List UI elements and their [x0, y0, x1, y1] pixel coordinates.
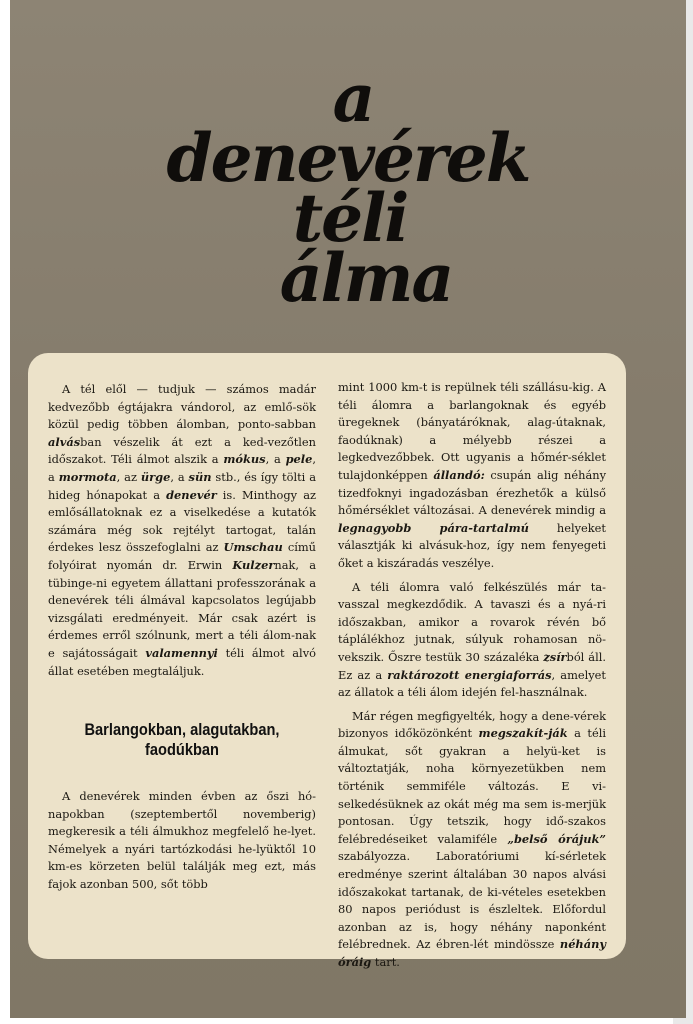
- emphasis-text: „belső órájuk”: [507, 831, 606, 846]
- body-text: tart.: [371, 955, 400, 969]
- emphasis-text: denevér: [166, 487, 217, 502]
- body-text: is. Minthogy az emlősállatoknak ez a viselkedése a kutatók számára még sok rejtélyt tartogat, talán érdekes lesz összefoglalni az: [48, 487, 316, 555]
- body-text: nak, a tübinge-ni egyetem állattani professzorának a denevérek téli álmával kapcsolatos legújabb vizsgálati eredményeit. Már csak azért is érdemes erről szólnunk, mert a téli álom-nak e sajátosságait: [48, 557, 316, 660]
- body-text: A denevérek minden évben az őszi hó-napokban (szeptembertől novemberig) megkeresik a téli álmukhoz megfelelő he-lyet. Némelyek a nyári tartózkodási he-lyüktől 10 km-es körzeten belül találják meg ezt, más fajok azonban 500, sőt több: [48, 789, 316, 892]
- emphasis-text: alvás: [48, 434, 81, 449]
- body-text: A tél elől — tudjuk — számos madár kedvezőbb égtájakra vándorol, az emlő-sök közül pedig többen álomban, ponto-sabban: [48, 382, 316, 432]
- title-line-2: denevérek: [166, 119, 530, 197]
- emphasis-text: zsír: [543, 649, 567, 664]
- right-paragraph-2: [338, 579, 606, 702]
- magazine-page: [10, 0, 686, 1018]
- emphasis-text: néhány óráig: [338, 937, 606, 969]
- body-text: , a: [170, 469, 189, 484]
- body-text: , a: [48, 452, 316, 484]
- emphasis-text: Umschau: [223, 540, 283, 555]
- emphasis-text: állandó:: [433, 467, 485, 482]
- body-text: című folyóirat nyomán dr. Erwin: [48, 540, 316, 572]
- emphasis-text: pele: [285, 452, 313, 467]
- emphasis-text: ürge: [140, 469, 171, 484]
- emphasis-text: mormota: [58, 469, 117, 484]
- title-line-1: a: [332, 59, 374, 137]
- body-text: mint 1000 km-t is repülnek téli szállásu-kig. A téli álomra a barlangoknak és egyéb üregeknek (bányatáróknak, alag-útaknak, faodúknak) a mélyebb részei a legkedvezőbbek. Ott ugyanis a hőmér-séklet tulajdonképpen: [338, 380, 606, 482]
- article-panel: [28, 353, 626, 969]
- emphasis-text: sün: [188, 469, 212, 484]
- right-paragraph-1: [338, 379, 606, 573]
- title-line-4: álma: [279, 239, 453, 317]
- body-text: stb., és így tölti a hideg hónapokat a: [48, 469, 316, 502]
- body-text: , a: [265, 452, 286, 467]
- intro-paragraph: [48, 381, 316, 680]
- body-text: , az: [116, 469, 141, 484]
- column-right: [338, 379, 606, 972]
- emphasis-text: valamennyi: [145, 645, 218, 660]
- emphasis-text: mókus: [223, 452, 266, 467]
- body-text: a téli álmukat, sőt gyakran a helyü-ket is változtatják, noha környezetükben nem történik semmiféle változás. E vi-selkedésüknek az okát még ma sem is-merjük pontosan. Úgy tetszik, hogy idő-szakos felébredéseiket valamiféle: [338, 726, 606, 846]
- section-subheading: Barlangokban, alagutakban, faodúkban: [84, 720, 280, 760]
- body-text: szabályozza. Laboratóriumi kí-sérletek eredménye szerint általában 30 napos alvási időszakokat tartanak, de ki-vételes esetekben 80 napos periódust is észleltek. Előfordul azonban az is, hogy néhány naponként felébrednek. Az ébren-lét mindössze: [338, 849, 606, 952]
- body-text: téli álmot alvó állat esetében megtaláljuk.: [48, 645, 316, 678]
- column-left: [48, 381, 316, 894]
- body-text: helyeket választják ki alvásuk-hoz, így nem fenyegeti őket a kiszáradás veszélye.: [338, 520, 606, 570]
- body-text: ban vészelik át ezt a ked-vezőtlen időszakot. Téli álmot alszik a: [48, 434, 316, 467]
- emphasis-text: megszakít-ják: [478, 726, 568, 741]
- body-text: Már régen megfigyelték, hogy a dene-vérek bizonyos időközönként: [338, 708, 606, 741]
- body-text: A téli álomra való felkészülés már ta-vasszal megkezdődik. A tavaszi és a nyá-ri időszakban, amikor a rovarok révén bő táplálékhoz jutnak, súlyuk rohamosan nö-vekszik. Őszre testük 30 százaléka: [338, 579, 606, 664]
- body-text: ból áll. Ez az a: [338, 649, 606, 682]
- right-paragraph-3: [338, 708, 606, 972]
- body-text: , amelyet az állatok a téli álom idején fel-használnak.: [338, 667, 607, 700]
- body-text: csupán alig néhány tizedfoknyi ingadozásban érezhetők a külső hőmérséklet változásai. A denevérek mindig a: [338, 467, 607, 518]
- article-title: [10, 59, 686, 317]
- emphasis-text: raktározott energiaforrás: [387, 667, 552, 682]
- section2-paragraph: [48, 788, 316, 894]
- emphasis-text: legnagyobb pára-tartalmú: [338, 520, 529, 535]
- emphasis-text: Kulzer: [232, 557, 275, 572]
- title-line-3: téli: [292, 179, 408, 257]
